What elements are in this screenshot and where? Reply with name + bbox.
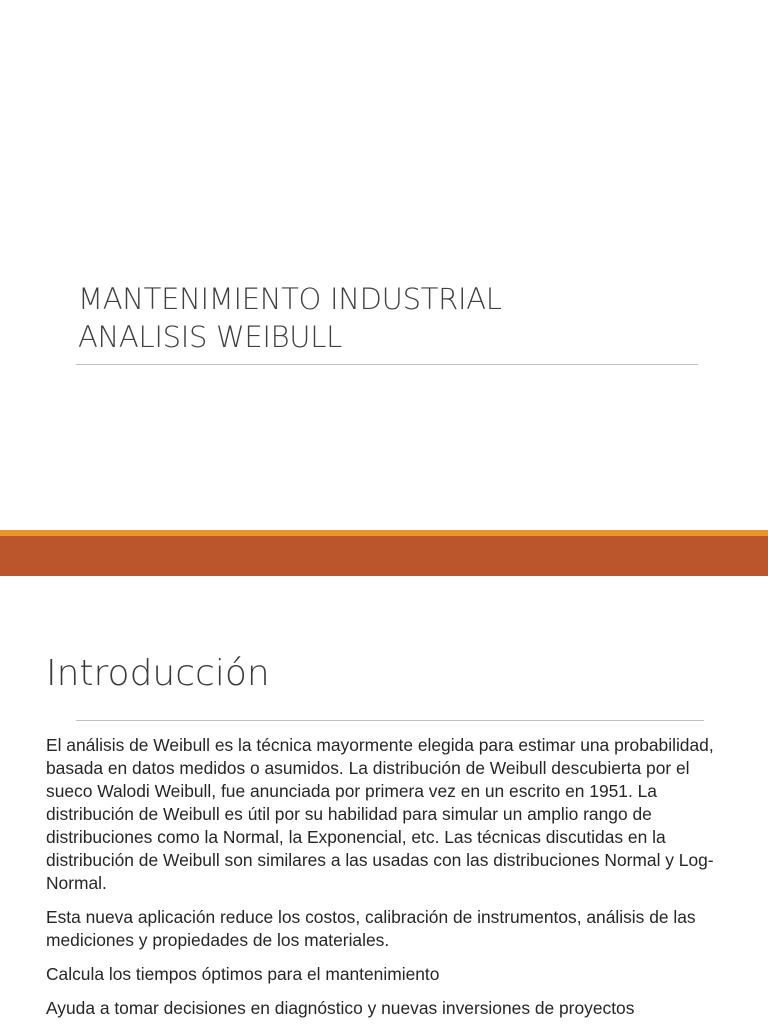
title-divider xyxy=(76,364,698,365)
paragraph: El análisis de Weibull es la técnica mayormente elegida para estimar una probabilidad, basada en datos medidos o asumidos. La distribución de Weibull descubierta por el sueco Walodi Weibull, fue anunciada por primera vez en un escrito en 1951. La distribución de Weibull es útil por su habilidad para simular un amplio rango de distribuciones como la Normal, la Exponencial, etc. Las técnicas discutidas en la distribución de Weibull son similares a las usadas con las distribuciones Normal y Log-Normal. xyxy=(46,735,714,893)
slide-body xyxy=(46,734,736,1024)
slide-heading: Introducción xyxy=(46,653,270,694)
slide-title xyxy=(78,280,698,356)
paragraph: Calcula los tiempos óptimos para el mantenimiento xyxy=(46,964,440,984)
slide-separator-accent-dark xyxy=(0,536,768,576)
content-slide xyxy=(0,576,768,1024)
heading-divider xyxy=(76,720,704,721)
paragraph: Ayuda a tomar decisiones en diagnóstico y nuevas inversiones de proyectos xyxy=(46,998,635,1018)
title-line-1: MANTENIMIENTO INDUSTRIAL xyxy=(78,282,502,316)
paragraph: Esta nueva aplicación reduce los costos, calibración de instrumentos, análisis de las mediciones y propiedades de los materiales. xyxy=(46,907,696,950)
title-line-2: ANALISIS WEIBULL xyxy=(78,320,342,354)
